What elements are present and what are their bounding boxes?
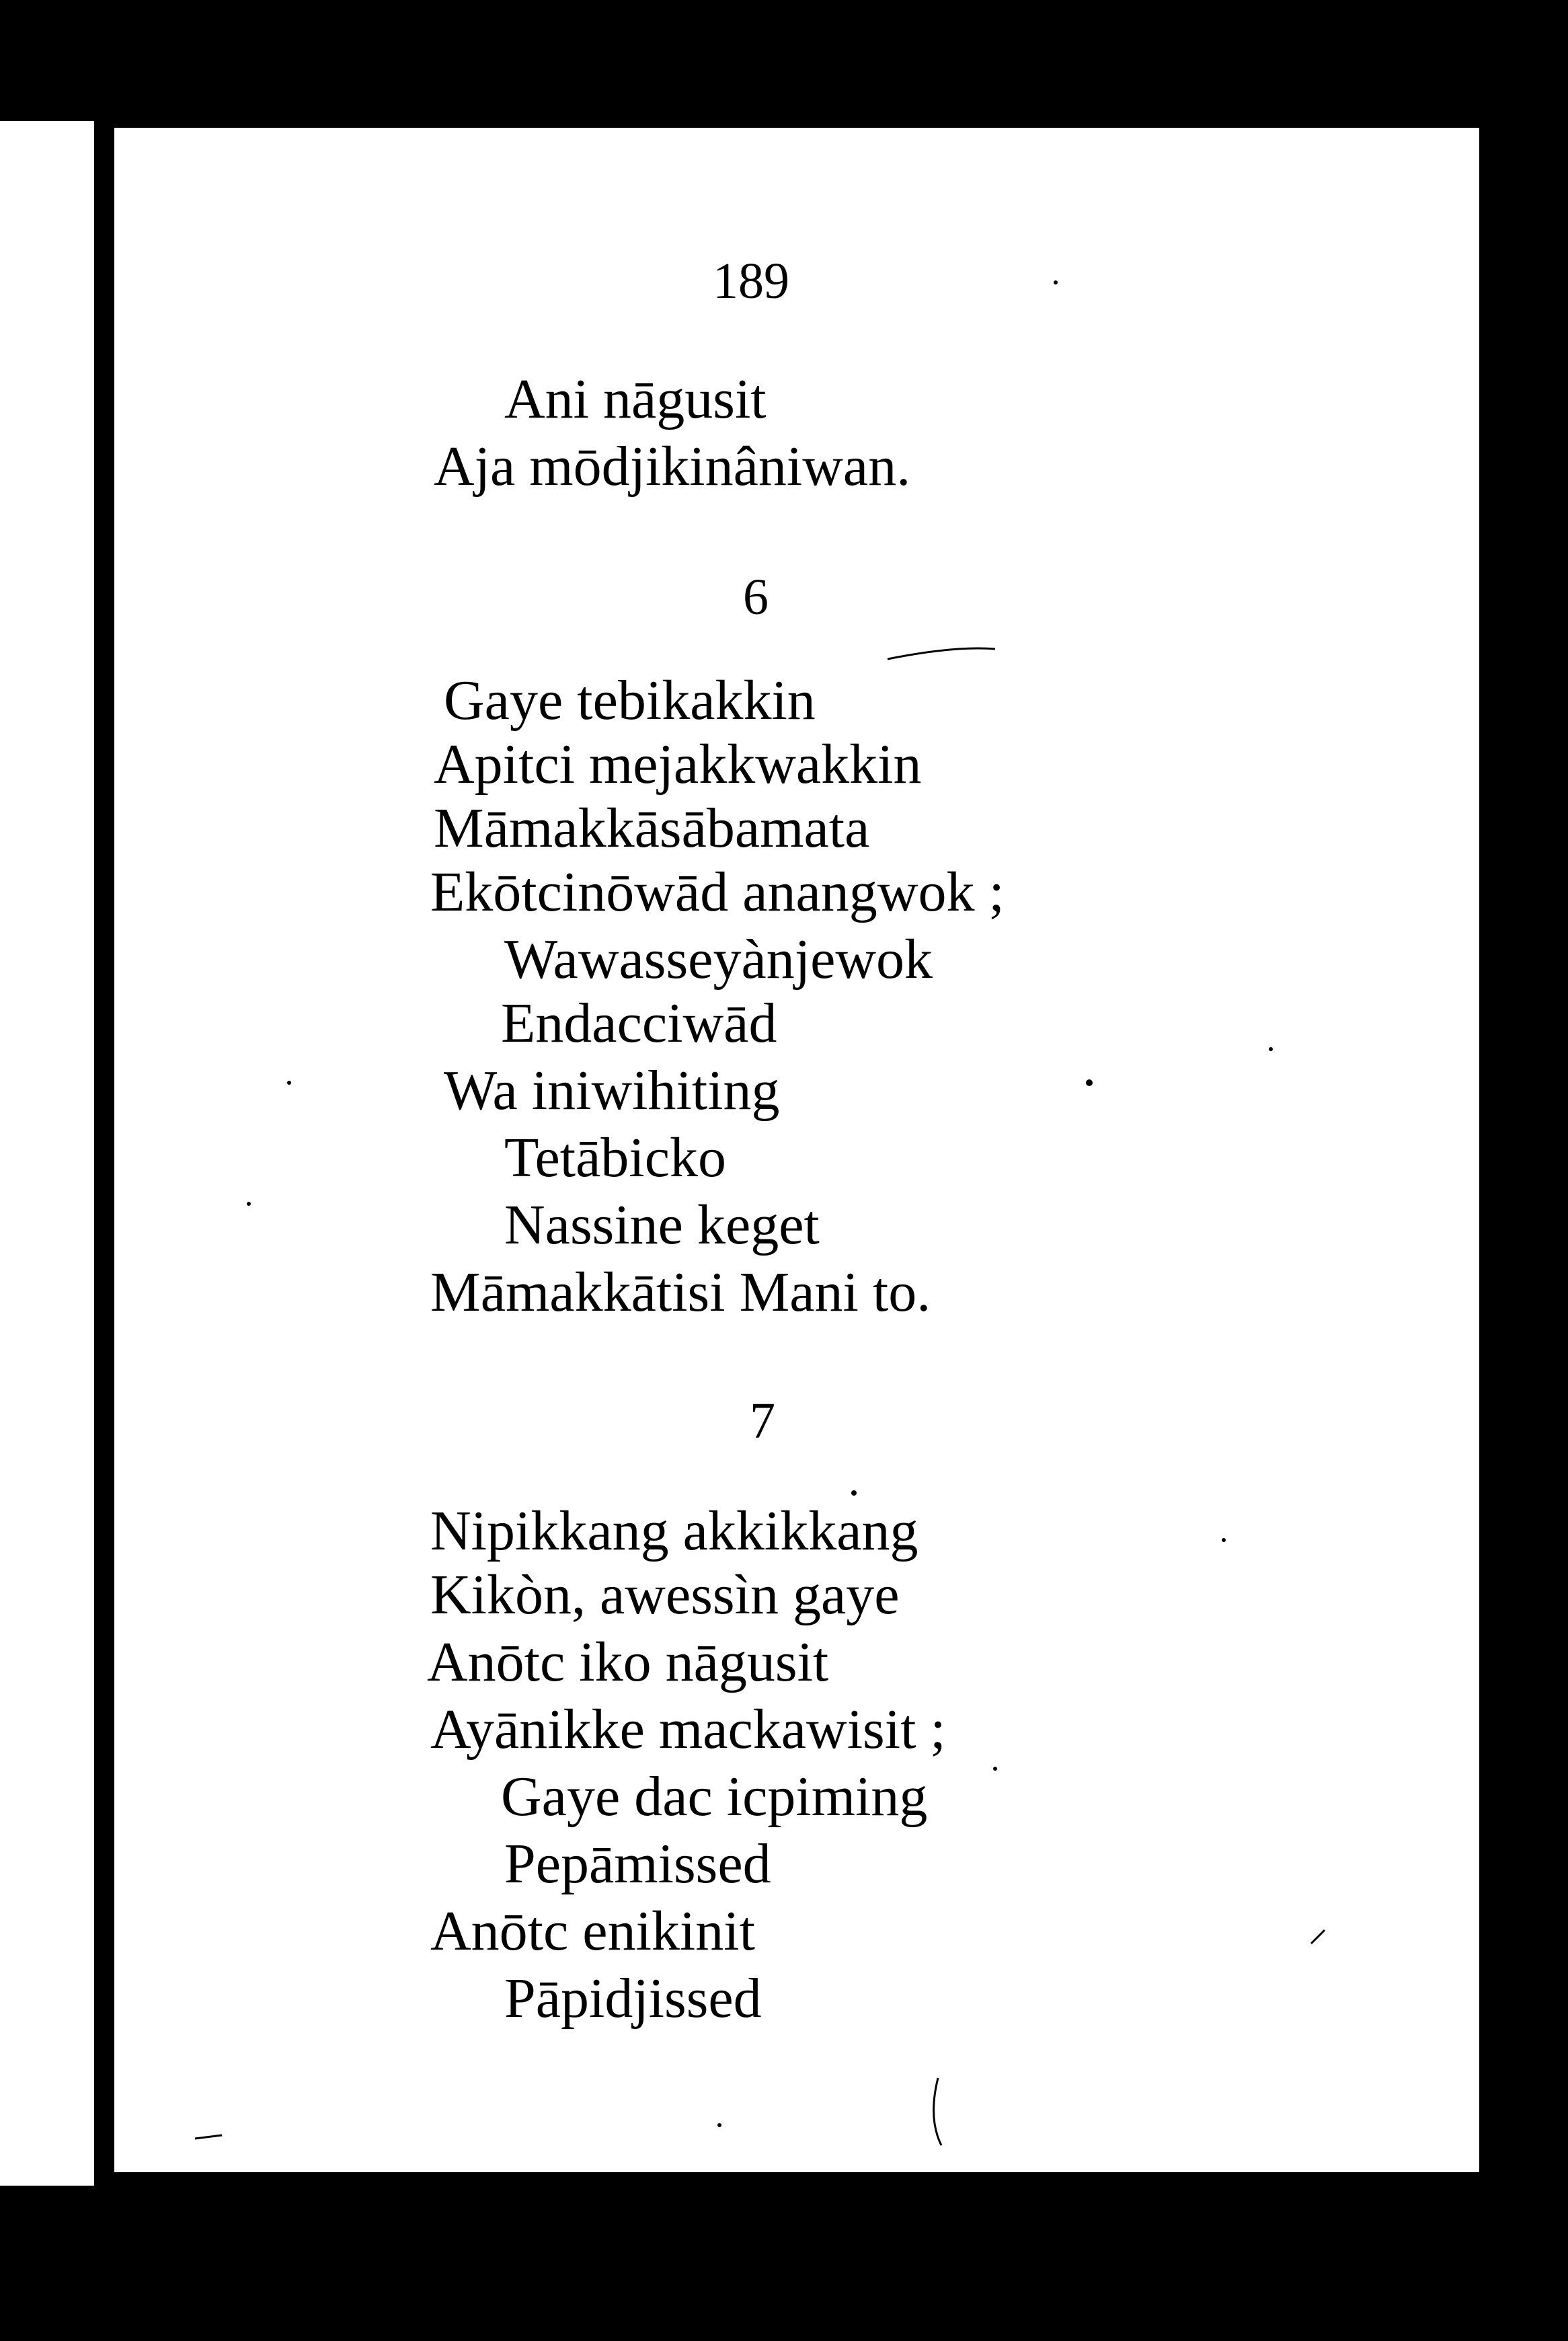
- verse-line: Gaye dac icpiming: [501, 1765, 928, 1828]
- verse-line: Māmakkātisi Mani to.: [430, 1261, 931, 1323]
- stanza-number: 7: [750, 1393, 775, 1449]
- verse-line: Wawasseyànjewok: [504, 928, 933, 991]
- scan-noise: [114, 128, 1479, 2172]
- verse-line: Ani nāgusit: [504, 368, 767, 430]
- verse-line: Anōtc iko nāgusit: [427, 1631, 829, 1693]
- verse-line: Nassine keget: [504, 1194, 820, 1256]
- verse-line: Pāpidjissed: [504, 1967, 762, 2030]
- verse-line: Apitci mejakkwakkin: [434, 733, 922, 796]
- binding-strip: [0, 121, 94, 2186]
- stanza-number: 6: [743, 569, 769, 625]
- verse-line: Nipikkang akkikkang: [430, 1500, 918, 1562]
- verse-line: Wa iniwihiting: [444, 1059, 780, 1122]
- verse-line: Māmakkāsābamata: [434, 797, 870, 859]
- book-page: [114, 128, 1479, 2172]
- verse-line: Anōtc enikinit: [430, 1900, 755, 1962]
- binding-gap: [94, 121, 114, 2186]
- verse-line: Endacciwād: [501, 992, 777, 1054]
- page-number: 189: [713, 253, 789, 309]
- verse-line: Gaye tebikakkin: [444, 669, 816, 732]
- verse-line: Tetābicko: [504, 1126, 726, 1189]
- verse-line: Pepāmissed: [504, 1833, 771, 1895]
- verse-line: Ekōtcinōwād anangwok ;: [430, 861, 1005, 923]
- verse-line: Aja mōdjikinâniwan.: [434, 435, 911, 498]
- verse-line: Ayānikke mackawisit ;: [430, 1698, 946, 1761]
- verse-line: Kikòn, awessìn gaye: [430, 1564, 900, 1626]
